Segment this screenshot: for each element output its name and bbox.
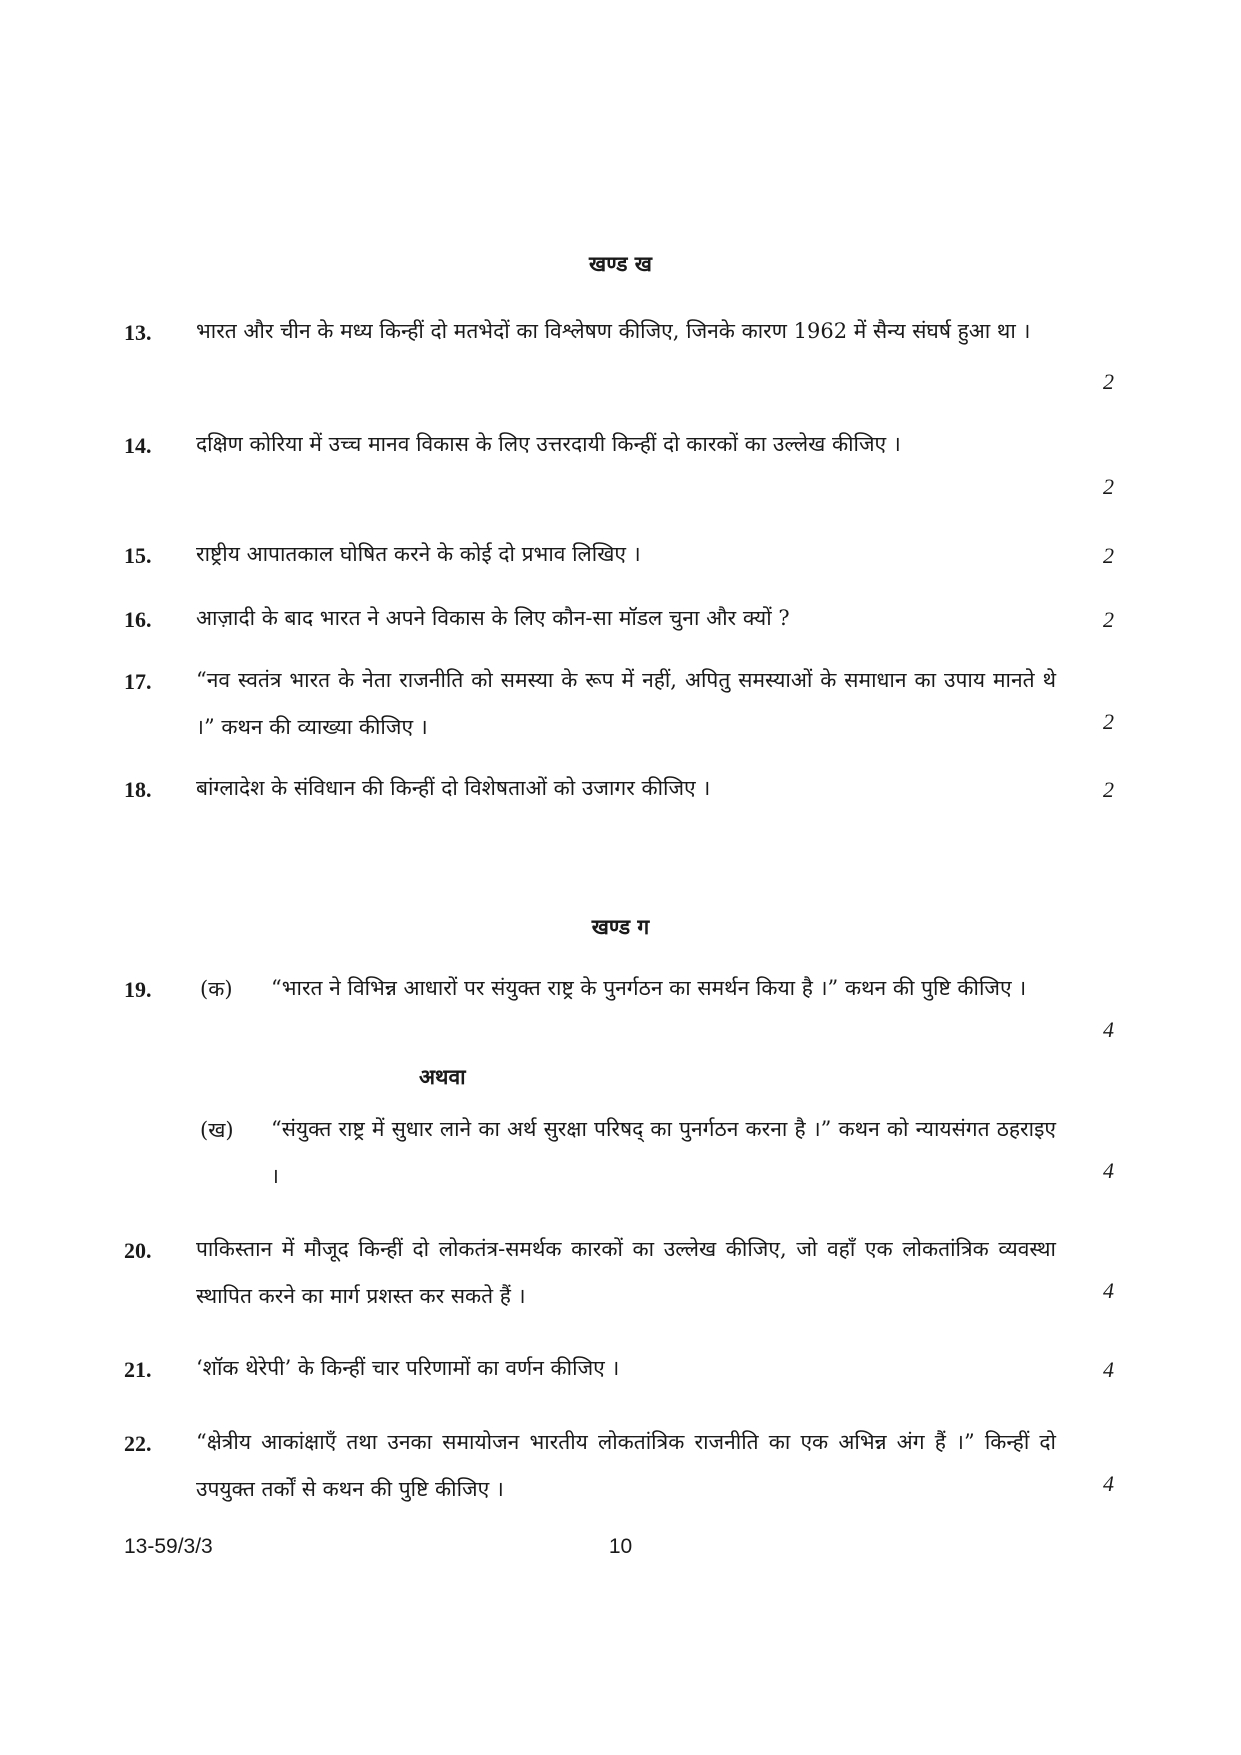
part-a-marks: 4 xyxy=(1103,1017,1114,1042)
question-number: 15. xyxy=(124,543,152,568)
page-number: 10 xyxy=(608,1535,633,1558)
part-a-text: “भारत ने विभिन्न आधारों पर संयुक्त राष्ट्र के पुनर्गठन का समर्थन किया है ।” कथन की पुष्टि कीजिए । xyxy=(271,976,1027,1000)
question-number: 22. xyxy=(124,1431,152,1456)
question-text: “क्षेत्रीय आकांक्षाएँ तथा उनका समायोजन भारतीय लोकतांत्रिक राजनीति का एक अभिन्न अंग हैं ।” किन्हीं दो उपयुक्त तर्कों से कथन की पुष्टि कीजिए । xyxy=(196,1430,1056,1501)
question-marks: 2 xyxy=(1103,607,1114,632)
part-a-label: (क) xyxy=(200,977,233,1001)
question-number: 20. xyxy=(124,1238,152,1263)
question-marks: 2 xyxy=(1103,474,1114,499)
question-text: “नव स्वतंत्र भारत के नेता राजनीति को समस्या के रूप में नहीं, अपितु समस्याओं के समाधान का उपाय मानते थे ।” कथन की व्याख्या कीजिए । xyxy=(196,668,1056,739)
question-number: 21. xyxy=(124,1357,152,1382)
question-number: 18. xyxy=(124,777,152,802)
question-marks: 2 xyxy=(1103,709,1114,734)
question-marks: 2 xyxy=(1103,777,1114,802)
part-b-marks: 4 xyxy=(1103,1158,1114,1183)
section-c-heading: खण्ड ग xyxy=(591,914,650,939)
question-number: 16. xyxy=(124,607,152,632)
question-text: पाकिस्तान में मौजूद किन्हीं दो लोकतंत्र-समर्थक कारकों का उल्लेख कीजिए, जो वहाँ एक लोकतांत्रिक व्यवस्था स्थापित करने का मार्ग प्रशस्त कर सकते हैं । xyxy=(196,1237,1056,1308)
question-number: 17. xyxy=(124,669,152,694)
question-text: आज़ादी के बाद भारत ने अपने विकास के लिए कौन-सा मॉडल चुना और क्यों ? xyxy=(196,606,790,630)
question-number: 13. xyxy=(124,320,152,345)
question-text: दक्षिण कोरिया में उच्च मानव विकास के लिए उत्तरदायी किन्हीं दो कारकों का उल्लेख कीजिए । xyxy=(196,432,901,456)
question-text: भारत और चीन के मध्य किन्हीं दो मतभेदों का विश्लेषण कीजिए, जिनके कारण 1962 में सैन्य संघर्ष हुआ था । xyxy=(196,319,1031,343)
question-text: राष्ट्रीय आपातकाल घोषित करने के कोई दो प्रभाव लिखिए । xyxy=(196,542,641,566)
section-b-heading: खण्ड ख xyxy=(589,251,652,276)
paper-code: 13-59/3/3 xyxy=(124,1535,213,1558)
question-marks: 4 xyxy=(1103,1278,1114,1303)
question-marks: 4 xyxy=(1103,1357,1114,1382)
question-marks: 4 xyxy=(1103,1471,1114,1496)
part-b-label: (ख) xyxy=(200,1118,234,1142)
question-text: बांग्लादेश के संविधान की किन्हीं दो विशेषताओं को उजागर कीजिए । xyxy=(196,776,711,800)
question-number: 14. xyxy=(124,433,152,458)
question-text: ‘शॉक थेरेपी’ के किन्हीं चार परिणामों का वर्णन कीजिए । xyxy=(196,1356,620,1380)
question-marks: 2 xyxy=(1103,369,1114,394)
or-label: अथवा xyxy=(419,1064,466,1089)
question-number: 19. xyxy=(124,977,152,1002)
question-marks: 2 xyxy=(1103,543,1114,568)
part-b-text: “संयुक्त राष्ट्र में सुधार लाने का अर्थ सुरक्षा परिषद् का पुनर्गठन करना है ।” कथन को न्यायसंगत ठहराइए । xyxy=(271,1117,1056,1188)
